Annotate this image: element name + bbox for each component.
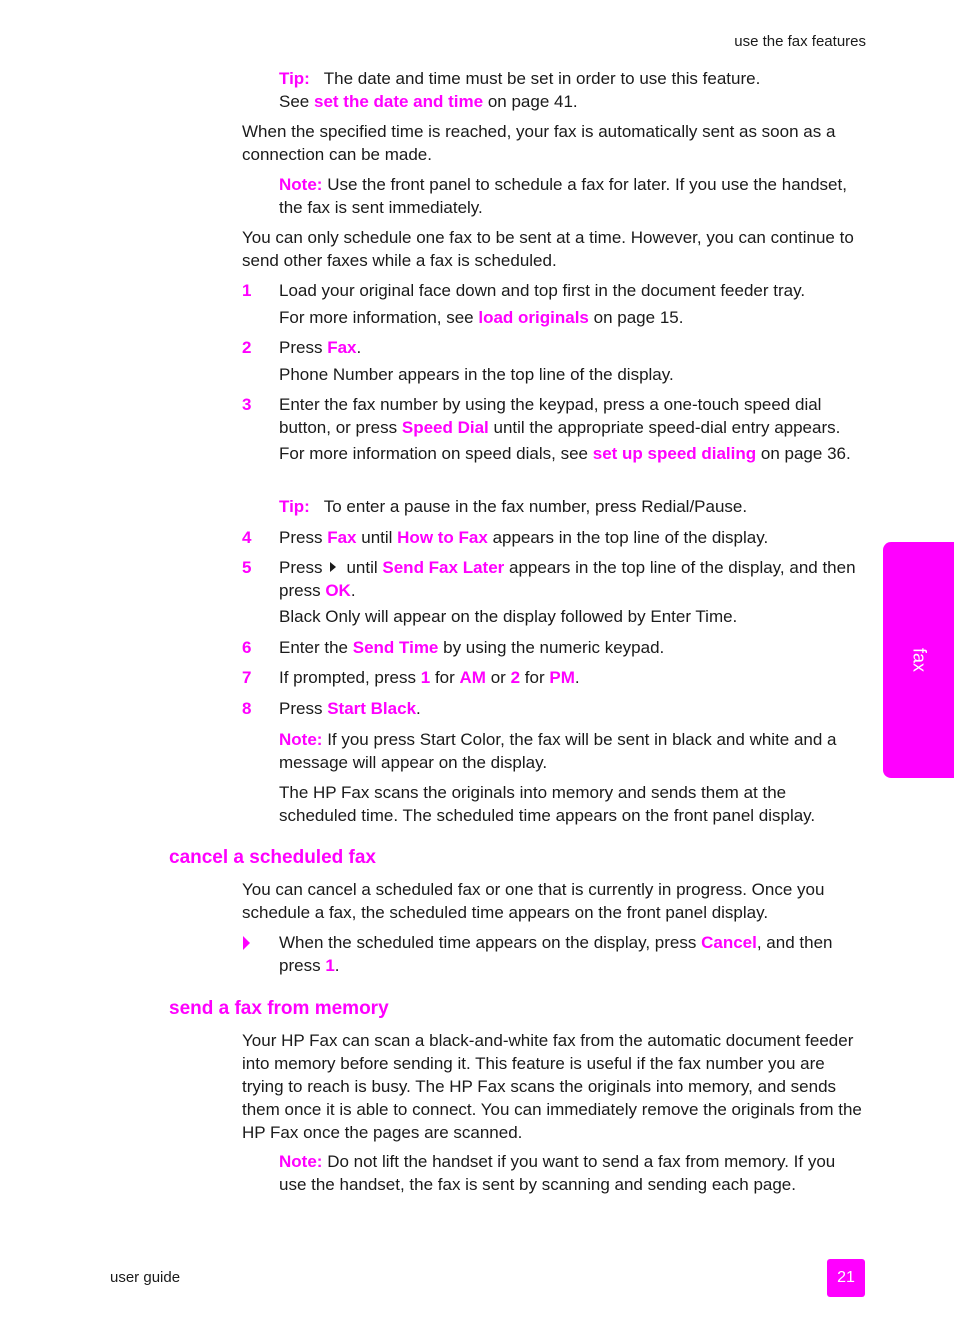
step-text-part: If prompted, press — [279, 668, 417, 687]
step-text-part: until — [346, 558, 378, 577]
step-sub-text: For more information on speed dials, see — [279, 444, 588, 463]
step-text-part: Press — [279, 528, 323, 547]
step-text-part: . — [350, 581, 356, 600]
step-number: 5 — [242, 558, 252, 577]
step-text — [279, 526, 862, 549]
step-text — [279, 666, 862, 689]
footer-title: user guide — [110, 1269, 181, 1286]
step-text — [279, 336, 862, 359]
step-text-part: Enter the fax number by using the keypad, press a one-touch speed dial button, or press — [279, 395, 822, 437]
step-text-part: appears in the top line of the display, and then press — [279, 558, 856, 600]
bullet-text-part: . — [334, 956, 340, 975]
step-sub — [279, 442, 862, 465]
step-text-part: or — [490, 668, 506, 687]
step-sub-text: For more information, see — [279, 308, 474, 327]
link-set-date-time[interactable]: set the date and time — [313, 92, 484, 111]
note-block — [279, 173, 862, 219]
keyword-send-time: Send Time — [352, 638, 439, 657]
step-sub — [279, 306, 862, 329]
chapter-tab-label: fax — [909, 647, 929, 673]
note-label: Note: — [279, 1152, 323, 1171]
note-label: Note: — [279, 175, 323, 194]
step-sub: Black Only will appear on the display followed by Enter Time. — [279, 607, 738, 626]
link-set-up-speed-dialing[interactable]: set up speed dialing — [592, 444, 757, 463]
keyword-2: 2 — [510, 668, 521, 687]
right-arrow-icon — [330, 562, 336, 572]
step-number: 6 — [242, 638, 252, 657]
paragraph: When the specified time is reached, your fax is automatically sent as soon as a connection can be made. — [242, 122, 836, 164]
bullet-arrow-icon — [243, 936, 250, 950]
keyword-ok: OK — [325, 581, 351, 600]
step-text-part: by using the numeric keypad. — [443, 638, 665, 657]
section-heading-cancel: cancel a scheduled fax — [169, 847, 376, 868]
paragraph: The HP Fax scans the originals into memory and sends them at the scheduled time. The scheduled time appears on the front panel display. — [279, 783, 816, 825]
tip-text: To enter a pause in the fax number, press Redial/Pause. — [323, 497, 748, 516]
step-text — [279, 636, 862, 659]
keyword-1: 1 — [325, 956, 335, 975]
step-text-part: . — [574, 668, 580, 687]
tip-label: Tip: — [279, 69, 310, 88]
step-text-part: . — [356, 338, 362, 357]
step-text-part: Press — [279, 699, 323, 718]
step-text: Load your original face down and top first in the document feeder tray. — [279, 281, 806, 300]
step-text-part: until — [361, 528, 393, 547]
keyword-start-black: Start Black — [327, 699, 417, 718]
tip-tail: on page 41. — [487, 92, 578, 111]
step-text-part: Press — [279, 338, 323, 357]
note-text: Use the front panel to schedule a fax for later. If you use the handset, the fax is sent immediately. — [279, 175, 847, 217]
keyword-how-to-fax: How to Fax — [397, 528, 488, 547]
keyword-fax: Fax — [327, 338, 357, 357]
tip-text: The date and time must be set in order to use this feature. — [323, 69, 761, 88]
bullet-text — [279, 931, 862, 977]
paragraph: Your HP Fax can scan a black-and-white fax from the automatic document feeder into memory before sending it. This feature is useful if the fax number you are trying to reach is busy. The HP Fax scans the originals into memory, and sends them once it is able to connect. You can immediately remove the originals from the HP Fax once the pages are scanned. — [242, 1031, 862, 1142]
tip-block — [279, 67, 862, 113]
step-number: 1 — [242, 281, 252, 300]
keyword-1: 1 — [420, 668, 431, 687]
step-text — [279, 697, 862, 720]
step-text-part: for — [524, 668, 545, 687]
keyword-fax: Fax — [327, 528, 357, 547]
note-label: Note: — [279, 730, 323, 749]
step-text-part: . — [416, 699, 421, 718]
bullet-text-part: , and then press — [279, 933, 833, 975]
step-text-part: until the appropriate speed-dial entry appears. — [493, 418, 841, 437]
note-block — [279, 728, 862, 774]
tip-block — [279, 495, 862, 518]
step-text — [279, 393, 862, 439]
step-text — [279, 556, 862, 602]
keyword-am: AM — [459, 668, 486, 687]
link-load-originals[interactable]: load originals — [478, 308, 589, 327]
note-text: Do not lift the handset if you want to send a fax from memory. If you use the handset, the fax is sent by scanning and sending each page. — [279, 1152, 836, 1194]
tip-see: See — [279, 92, 310, 111]
keyword-send-fax-later: Send Fax Later — [382, 558, 505, 577]
step-number: 4 — [242, 528, 252, 547]
keyword-cancel: Cancel — [701, 933, 757, 952]
chapter-tab — [883, 542, 954, 778]
step-number: 3 — [242, 395, 252, 414]
step-text-part: Press — [279, 558, 323, 577]
step-number: 7 — [242, 668, 252, 687]
paragraph: You can cancel a scheduled fax or one that is currently in progress. Once you schedule a fax, the scheduled time appears on the front panel display. — [242, 880, 825, 922]
section-heading-memory: send a fax from memory — [169, 998, 389, 1019]
step-number: 2 — [242, 338, 252, 357]
tip-label: Tip: — [279, 497, 310, 516]
step-number: 8 — [242, 699, 252, 718]
bullet-text-part: When the scheduled time appears on the display, press — [279, 933, 697, 952]
step-sub-text: on page 36. — [760, 444, 851, 463]
note-block — [279, 1150, 862, 1196]
step-sub-text: on page 15. — [593, 308, 684, 327]
step-text-part: for — [434, 668, 455, 687]
keyword-pm: PM — [549, 668, 575, 687]
step-sub: Phone Number appears in the top line of the display. — [279, 365, 674, 384]
step-text-part: Enter the — [279, 638, 348, 657]
keyword-speed-dial: Speed Dial — [401, 418, 489, 437]
page-number: 21 — [827, 1259, 865, 1297]
paragraph: You can only schedule one fax to be sent at a time. However, you can continue to send other faxes while a fax is scheduled. — [242, 228, 854, 270]
note-text: If you press Start Color, the fax will be sent in black and white and a message will appear on the display. — [279, 730, 837, 772]
step-text-part: appears in the top line of the display. — [492, 528, 769, 547]
running-header: use the fax features — [734, 33, 866, 50]
